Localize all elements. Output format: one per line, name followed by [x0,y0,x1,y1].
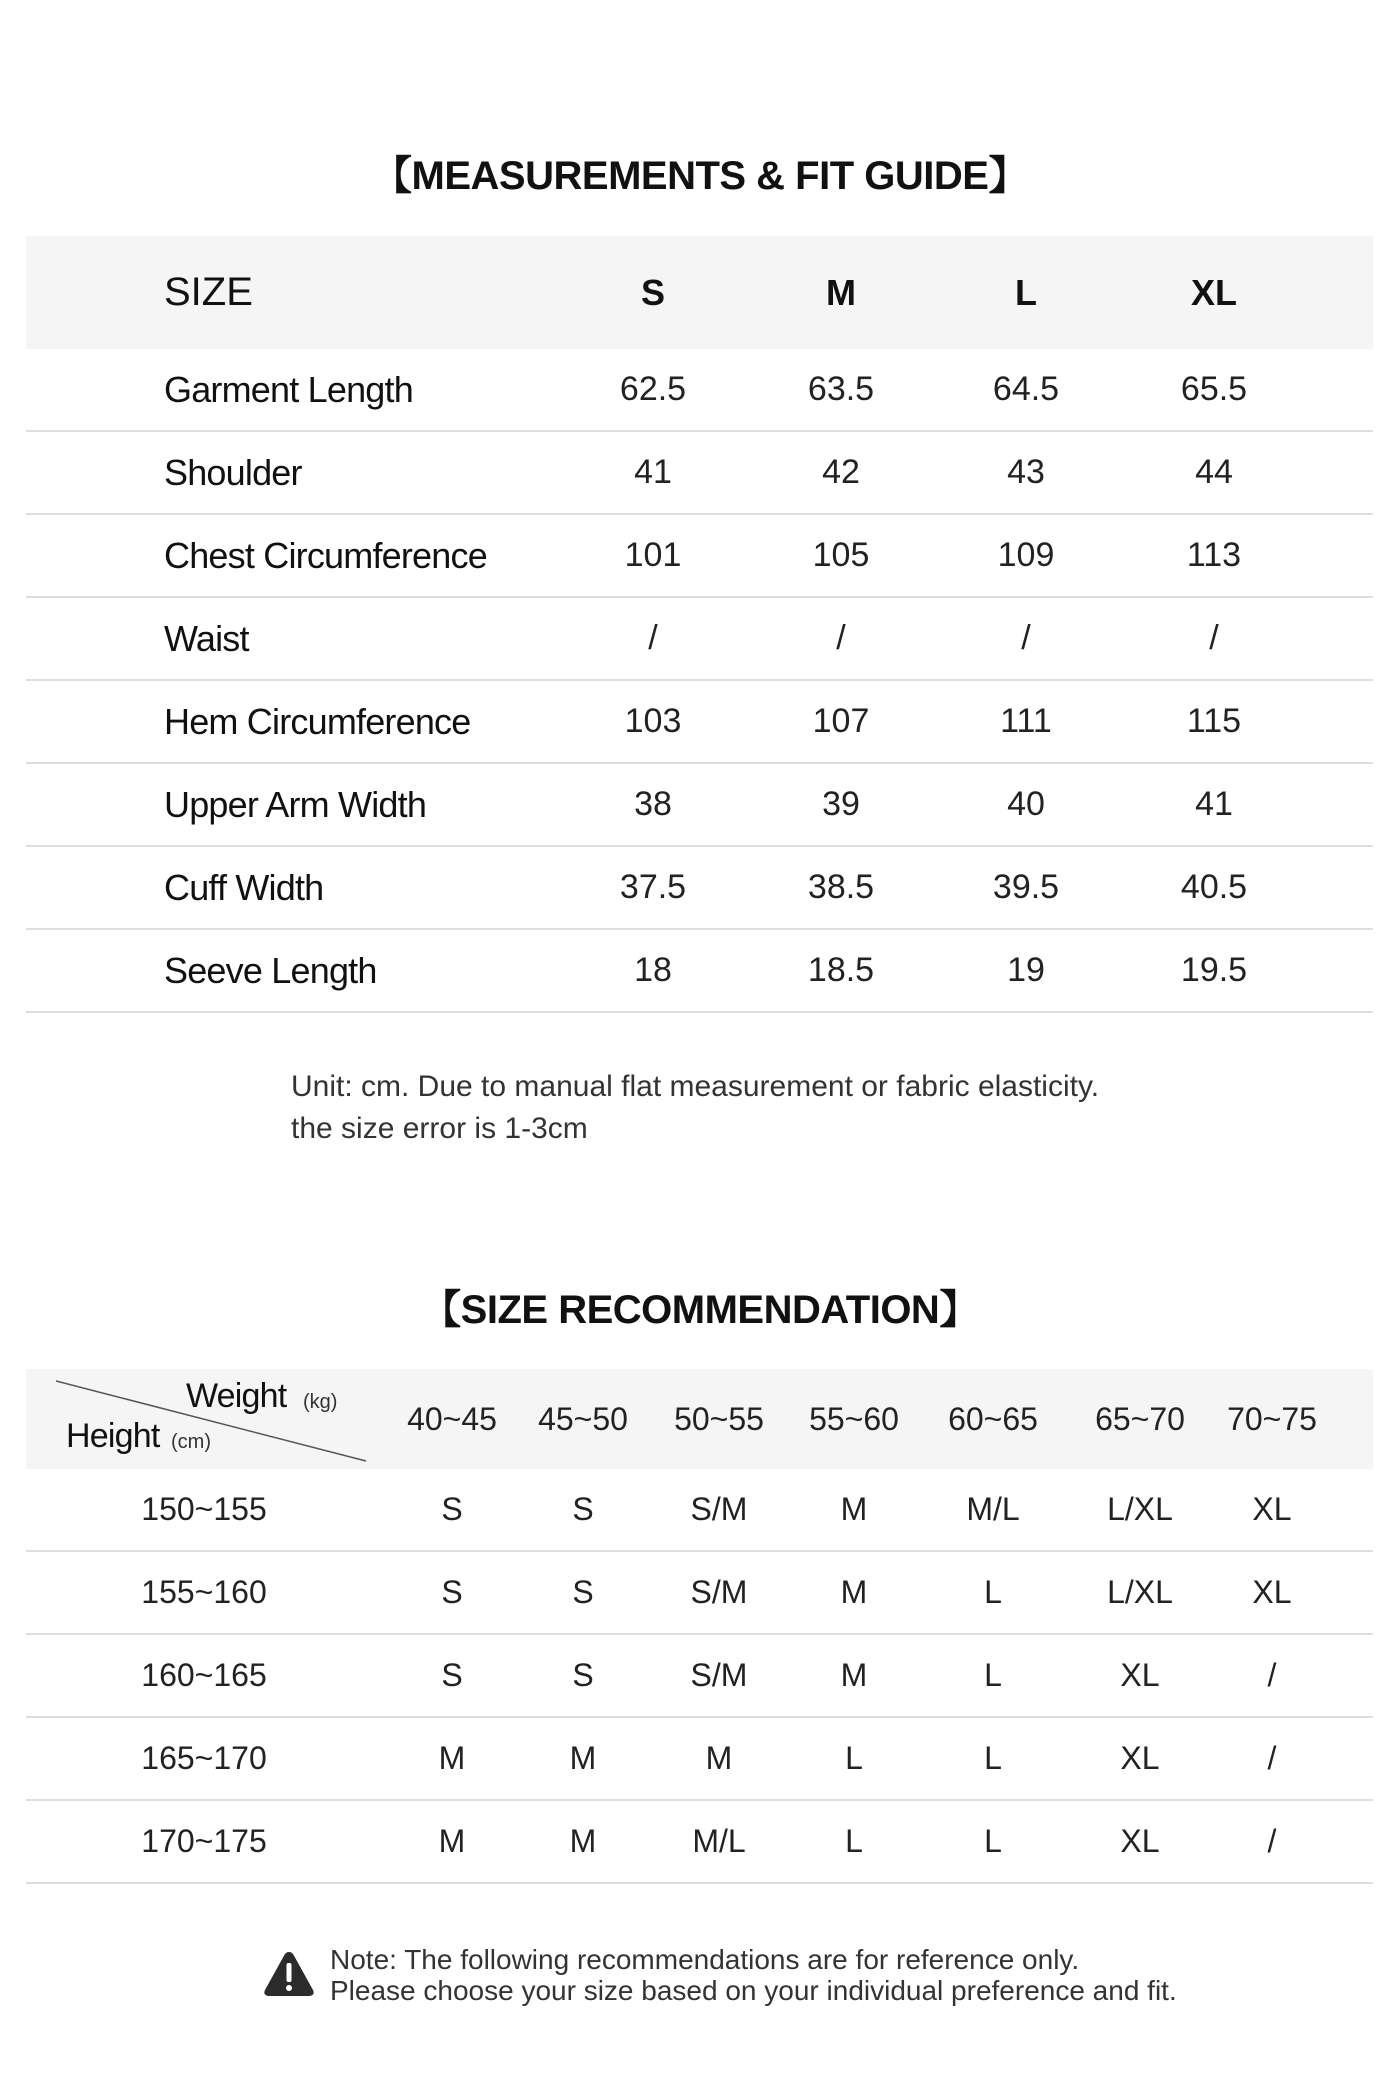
recommended-size: M [840,1657,868,1693]
recommended-size: M [569,1823,597,1859]
measurement-value: 107 [812,702,870,740]
measurement-label: Garment Length [164,368,413,410]
weight-col-7: 70~75 [1227,1400,1317,1437]
measurement-label: Upper Arm Width [164,783,427,825]
recommendation-header-row [26,1369,1373,1469]
measurements-header-row [26,236,1373,349]
weight-col-2: 45~50 [538,1400,628,1437]
measurement-value: 38 [634,785,672,823]
recommended-size: XL [1252,1491,1292,1527]
recommended-size: S [572,1657,594,1693]
measurement-row [26,432,1373,515]
measurement-value: 39.5 [992,868,1060,906]
measurement-value: 64.5 [992,370,1060,408]
recommended-size: XL [1120,1740,1160,1776]
recommended-size: XL [1120,1823,1160,1859]
recommended-size: L/XL [1107,1491,1173,1527]
measurement-value: 115 [1186,702,1242,740]
size-header-m: M [826,271,856,313]
weight-col-5: 60~65 [948,1400,1038,1437]
recommended-size: S/M [690,1657,748,1693]
warning-icon [263,1950,315,1998]
measurement-value: 63.5 [807,370,875,408]
recommended-size: L [845,1823,863,1859]
unit-note-line1: Unit: cm. Due to manual flat measurement or fabric elasticity. [291,1070,1100,1103]
measurement-row [26,598,1373,681]
recommended-size: M [840,1491,868,1527]
measurement-value: 113 [1186,536,1242,574]
measurement-value: 62.5 [619,370,687,408]
measurement-value: 18 [634,951,672,989]
recommended-size: S [441,1657,463,1693]
recommended-size: M [840,1574,868,1610]
weight-unit: (kg) [303,1391,338,1413]
recommended-size: / [1267,1657,1277,1693]
weight-col-3: 50~55 [674,1400,764,1437]
measurement-label: Hem Circumference [164,700,471,742]
height-label: Height [66,1417,160,1455]
recommended-size: L [984,1574,1002,1610]
size-header-label: SIZE [164,270,253,314]
measurements-table [26,236,1373,1013]
recommended-size: M/L [692,1823,746,1859]
measurement-value: 41 [634,453,672,491]
measurement-row [26,847,1373,930]
measurement-value: 109 [997,536,1055,574]
height-range: 150~155 [141,1491,267,1527]
measurement-value: / [836,619,846,657]
recommendation-row [26,1635,1373,1718]
size-header-xl: XL [1190,271,1237,313]
recommended-size: M [705,1740,733,1776]
measurement-value: 39 [822,785,860,823]
recommended-size: S/M [690,1574,748,1610]
recommended-size: M [438,1740,466,1776]
weight-label: Weight [186,1377,287,1415]
measurement-value: 42 [822,453,860,491]
measurement-row [26,930,1373,1013]
measurement-row [26,764,1373,847]
measurement-value: 65.5 [1180,370,1248,408]
recommended-size: / [1267,1823,1277,1859]
measurement-value: 38.5 [807,868,875,906]
recommended-size: L/XL [1107,1574,1173,1610]
measurement-value: 111 [1000,702,1052,740]
measurement-value: 103 [624,702,682,740]
measurement-label: Waist [164,617,249,659]
height-range: 170~175 [141,1823,267,1859]
measurement-value: / [648,619,658,657]
recommended-size: / [1267,1740,1277,1776]
measurement-label: Chest Circumference [164,534,487,576]
measurement-value: 19.5 [1180,951,1248,989]
weight-col-6: 65~70 [1095,1400,1185,1437]
size-header-s: S [640,271,665,313]
measurement-label: Shoulder [164,451,302,493]
recommended-size: S [572,1491,594,1527]
measurement-value: / [1021,619,1031,657]
measurement-row [26,681,1373,764]
height-range: 160~165 [141,1657,267,1693]
recommended-size: M [569,1740,597,1776]
recommendation-note-line2: Please choose your size based on your individual preference and fit. [330,1975,1177,2006]
measurement-value: 44 [1195,453,1233,491]
recommendation-row [26,1469,1373,1552]
measurement-value: 43 [1007,453,1045,491]
recommended-size: L [984,1823,1002,1859]
weight-col-4: 55~60 [809,1400,899,1437]
recommended-size: XL [1120,1657,1160,1693]
measurement-value: 40.5 [1180,868,1248,906]
height-range: 155~160 [141,1574,267,1610]
measurement-label: Cuff Width [164,866,324,908]
recommended-size: S [441,1574,463,1610]
measurement-value: 101 [624,536,682,574]
measurement-value: 18.5 [807,951,875,989]
measurement-label: Seeve Length [164,949,377,991]
height-unit: (cm) [171,1431,211,1453]
recommended-size: XL [1252,1574,1292,1610]
recommended-size: S/M [690,1491,748,1527]
recommended-size: S [572,1574,594,1610]
recommended-size: M/L [966,1491,1020,1527]
measurement-value: 40 [1007,785,1045,823]
recommended-size: L [984,1657,1002,1693]
unit-note-line2: the size error is 1-3cm [291,1112,588,1145]
recommendation-row [26,1718,1373,1801]
measurement-value: / [1209,619,1219,657]
unit-note [291,1066,1099,1150]
measurement-value: 41 [1195,785,1233,823]
recommendation-note-line1: Note: The following recommendations are for reference only. [330,1944,1080,1975]
recommendation-row [26,1801,1373,1884]
size-header-l: L [1015,271,1037,313]
recommended-size: S [441,1491,463,1527]
recommendation-row [26,1552,1373,1635]
measurement-value: 19 [1007,951,1045,989]
recommendation-note [330,1944,1177,2006]
recommendation-title: 【SIZE RECOMMENDATION】 [421,1288,979,1332]
recommended-size: L [984,1740,1002,1776]
measurement-value: 105 [812,536,870,574]
recommendation-table [26,1369,1373,1884]
header-corner-cell [26,1369,356,1469]
measurement-value: 37.5 [619,868,687,906]
measurement-row [26,515,1373,598]
recommended-size: M [438,1823,466,1859]
height-range: 165~170 [141,1740,267,1776]
measurement-row [26,349,1373,432]
weight-col-1: 40~45 [407,1400,497,1437]
recommended-size: L [845,1740,863,1776]
measurements-title: 【MEASUREMENTS & FIT GUIDE】 [372,154,1028,198]
